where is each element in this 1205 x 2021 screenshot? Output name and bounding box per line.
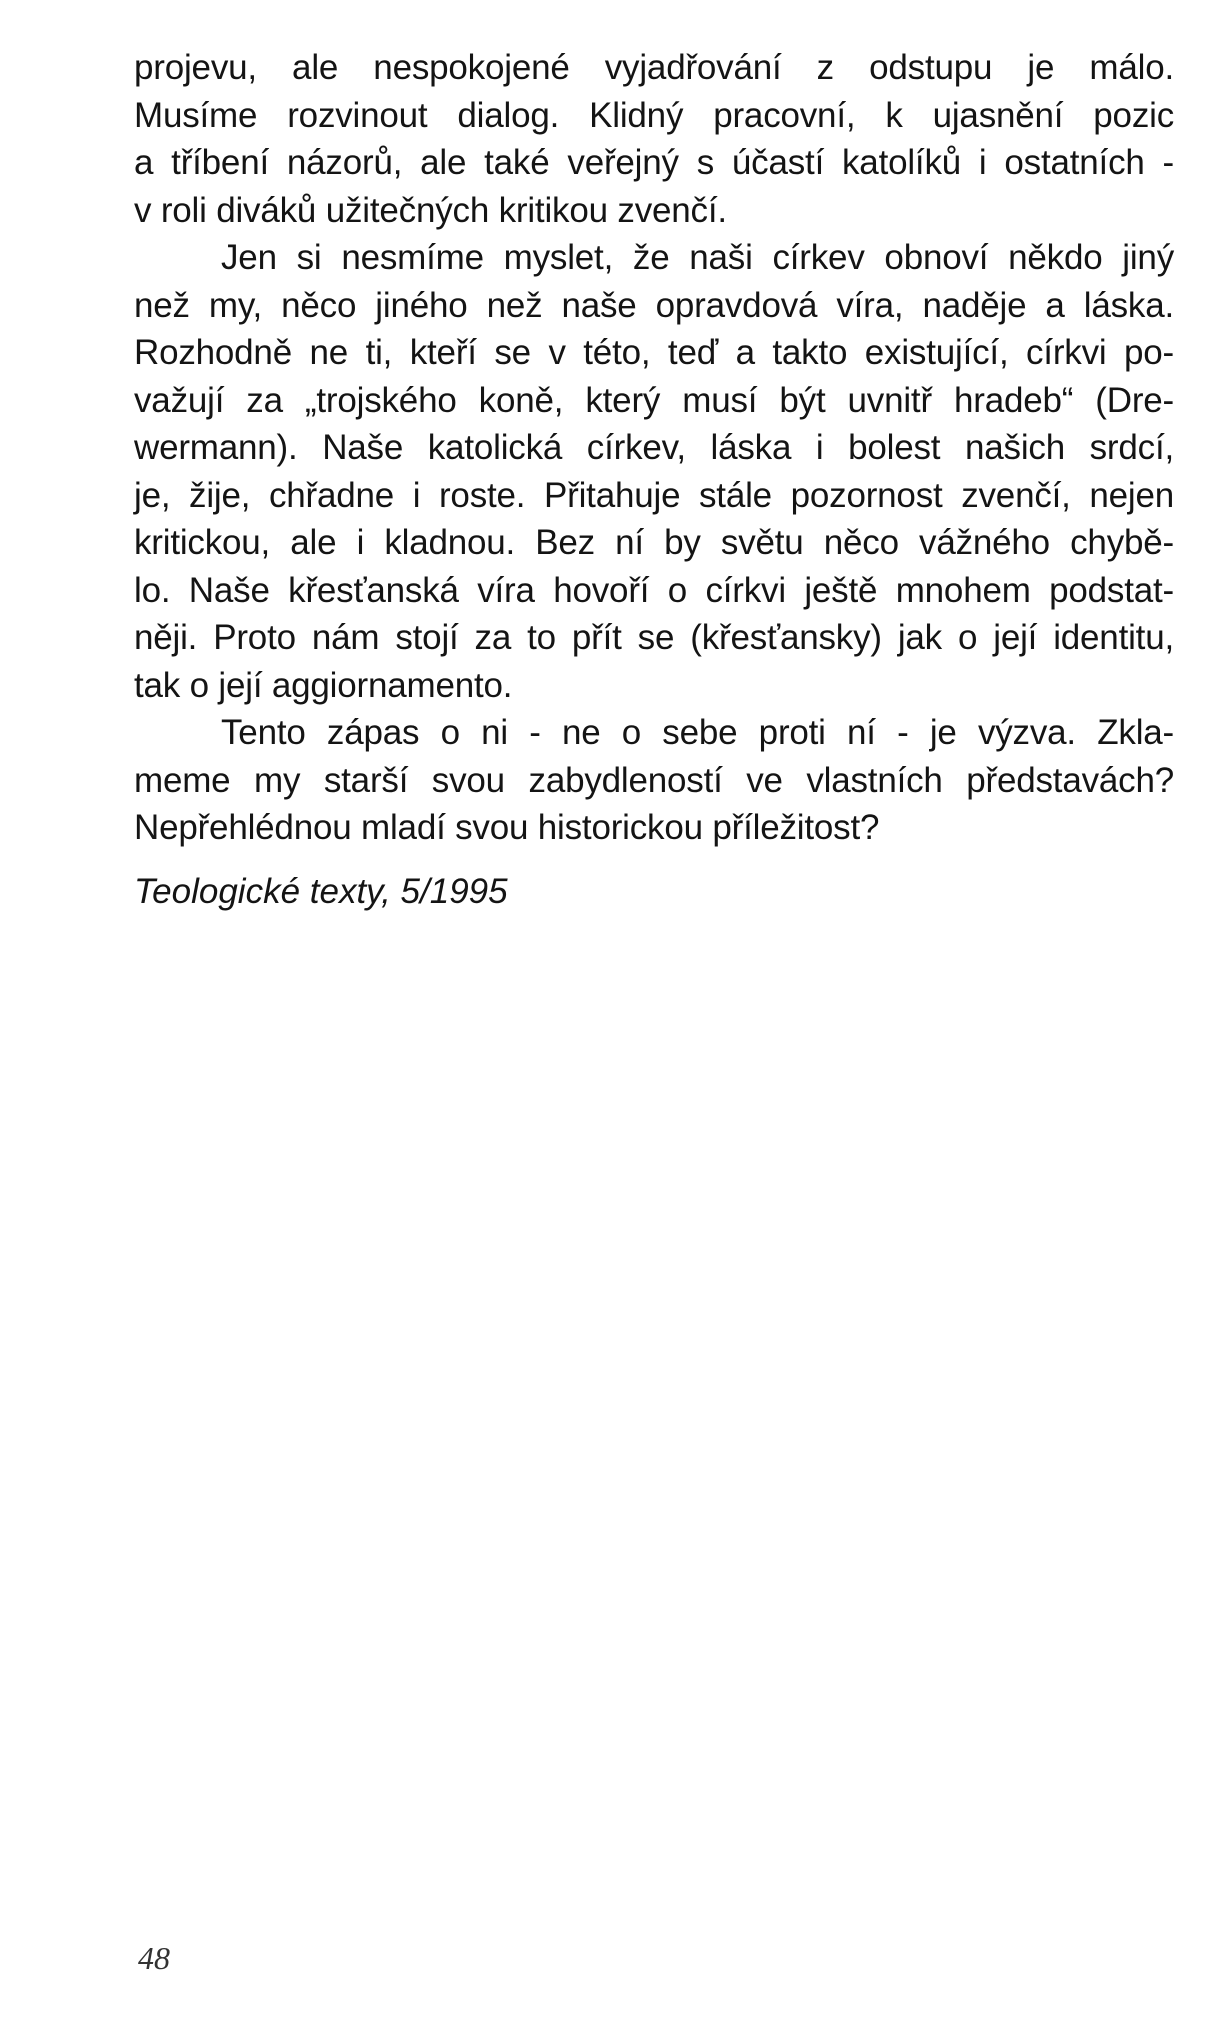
- text-line: Nepřehlédnou mladí svou historickou příležitost?: [134, 808, 880, 847]
- paragraph-first-line: Jen si nesmíme myslet, že naši církev obnoví někdo jiný: [221, 238, 1174, 277]
- text-line: wermann). Naše katolická církev, láska i bolest našich srdcí,: [134, 428, 1174, 467]
- text-line: lo. Naše křesťanská víra hovoří o církvi ještě mnohem podstat-: [134, 570, 1174, 610]
- text-line: než my, něco jiného než naše opravdová víra, naděje a láska.: [134, 285, 1174, 325]
- text-line: něji. Proto nám stojí za to přít se (křesťansky) jak o její identitu,: [134, 618, 1174, 657]
- text-line: a tříbení názorů, ale také veřejný s účastí katolíků i ostatních -: [134, 143, 1174, 182]
- text-line: v roli diváků užitečných kritikou zvenčí.: [134, 190, 727, 230]
- paragraph-first-line: Tento zápas o ni - ne o sebe proti ní - je výzva. Zkla-: [221, 713, 1174, 752]
- text-line: kritickou, ale i kladnou. Bez ní by světu něco vážného chybě-: [134, 523, 1174, 562]
- text-line: meme my starší svou zabydleností ve vlastních představách?: [134, 760, 1174, 800]
- text-line: je, žije, chřadne i roste. Přitahuje stále pozornost zvenčí, nejen: [134, 475, 1174, 515]
- text-line: Rozhodně ne ti, kteří se v této, teď a takto existující, církvi po-: [134, 333, 1174, 372]
- text-line: tak o její aggiornamento.: [134, 665, 513, 705]
- page-number: 48: [138, 1940, 170, 1976]
- text-line: Musíme rozvinout dialog. Klidný pracovní, k ujasnění pozic: [134, 95, 1174, 135]
- source-citation: Teologické texty, 5/1995: [134, 872, 508, 911]
- body-text: [134, 44, 1174, 852]
- text-line: važují za „trojského koně, který musí být uvnitř hradeb“ (Dre-: [134, 380, 1174, 420]
- text-line: projevu, ale nespokojené vyjadřování z odstupu je málo.: [134, 48, 1174, 87]
